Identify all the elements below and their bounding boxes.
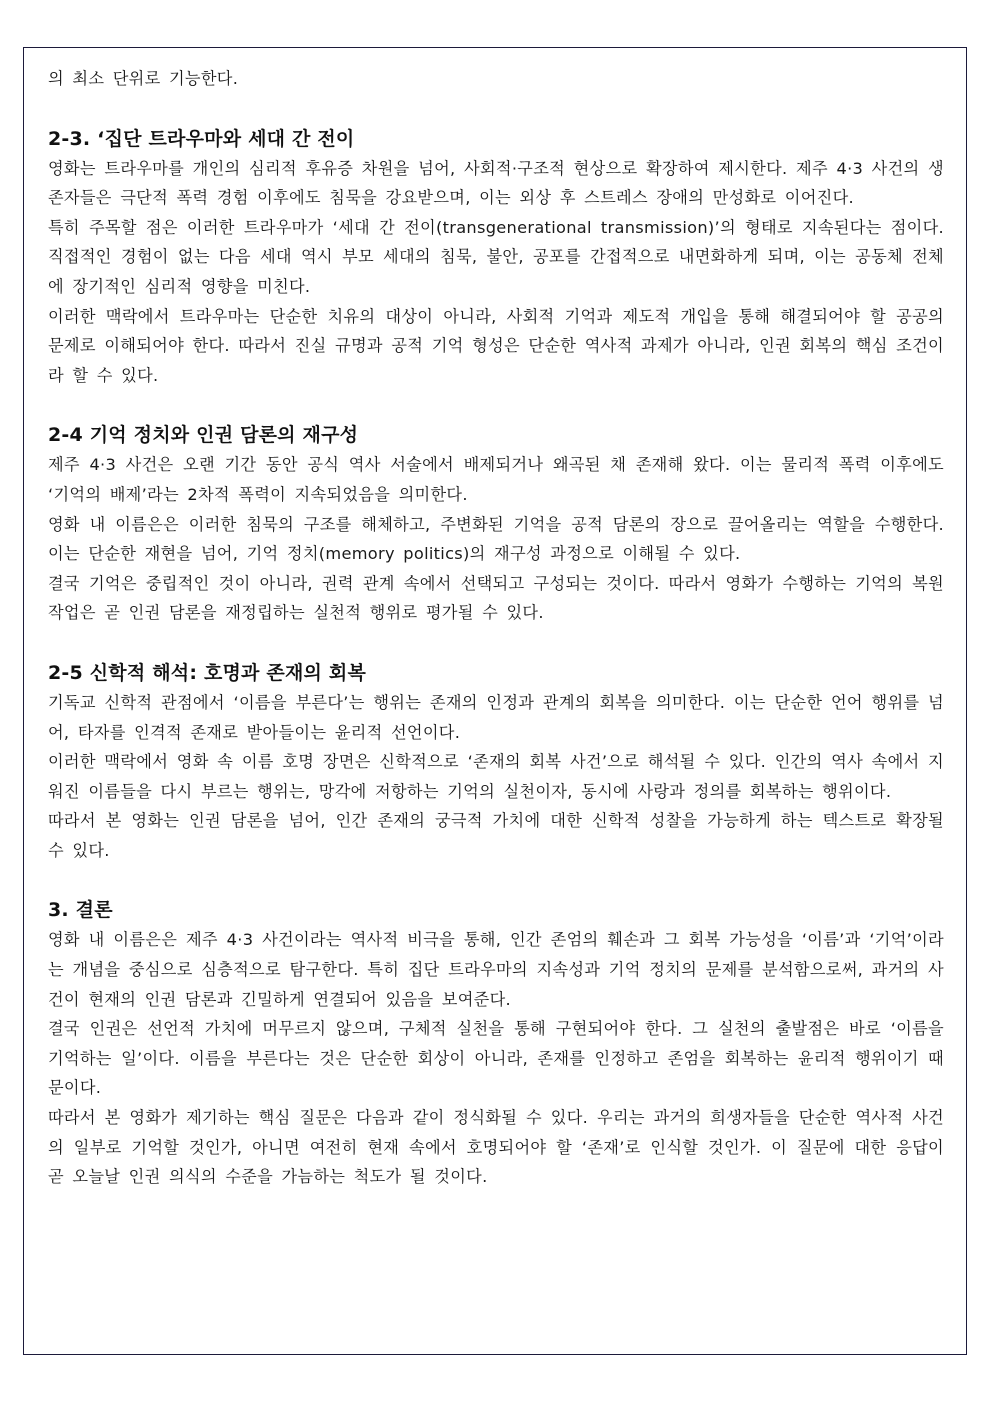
paragraph: 결국 기억은 중립적인 것이 아니라, 권력 관계 속에서 선택되고 구성되는 것이다. 따라서 영화가 수행하는 기억의 복원 작업은 곧 인권 담론을 재정립하는 실천적 행위로 평가될 수 있다. xyxy=(48,573,944,623)
paragraph: 영화 내 이름은은 이러한 침묵의 구조를 해체하고, 주변화된 기억을 공적 담론의 장으로 끌어올리는 역할을 수행한다. 이는 단순한 재현을 넘어, 기억 정치(memory politics)의 재구성 과정으로 이해될 수 있다. xyxy=(48,514,944,564)
section-heading: 3. 결론 xyxy=(48,899,113,922)
paragraph: 따라서 본 영화가 제기하는 핵심 질문은 다음과 같이 정식화될 수 있다. 우리는 과거의 희생자들을 단순한 역사적 사건의 일부로 기억할 것인가, 아니면 여전히 현재 속에서 호명되어야 할 ‘존재’로 인식할 것인가. 이 질문에 대한 응답이 곧 오늘날 인권 의식의 수준을 가늠하는 척도가 될 것이다. xyxy=(48,1108,944,1187)
paragraph: 영화는 트라우마를 개인의 심리적 후유증 차원을 넘어, 사회적·구조적 현상으로 확장하여 제시한다. 제주 4·3 사건의 생존자들은 극단적 폭력 경험 이후에도 침묵을 강요받으며, 이는 외상 후 스트레스 장애의 만성화로 이어진다. xyxy=(48,158,944,208)
paragraph: 결국 인권은 선언적 가치에 머무르지 않으며, 구체적 실천을 통해 구현되어야 한다. 그 실천의 출발점은 바로 ‘이름을 기억하는 일’이다. 이름을 부른다는 것은 단순한 회상이 아니라, 존재를 인정하고 존엄을 회복하는 윤리적 행위이기 때문이다. xyxy=(48,1019,944,1098)
section-collective-trauma xyxy=(48,124,944,391)
section-heading: 2-3. ‘집단 트라우마와 세대 간 전이 xyxy=(48,127,355,150)
paragraph: 영화 내 이름은은 제주 4·3 사건이라는 역사적 비극을 통해, 인간 존엄의 훼손과 그 회복 가능성을 ‘이름’과 ‘기억’이라는 개념을 중심으로 심층적으로 탐구한다. 특히 집단 트라우마의 지속성과 기억 정치의 문제를 분석함으로써, 과거의 사건이 현재의 인권 담론과 긴밀하게 연결되어 있음을 보여준다. xyxy=(48,930,944,1009)
paragraph: 따라서 본 영화는 인권 담론을 넘어, 인간 존재의 궁극적 가치에 대한 신학적 성찰을 가능하게 하는 텍스트로 확장될 수 있다. xyxy=(48,811,944,860)
section-theological-interpretation xyxy=(48,658,944,866)
section-heading: 2-4 기억 정치와 인권 담론의 재구성 xyxy=(48,424,359,447)
paragraph: 제주 4·3 사건은 오랜 기간 동안 공식 역사 서술에서 배제되거나 왜곡된 채 존재해 왔다. 이는 물리적 폭력 이후에도 ‘기억의 배제’라는 2차적 폭력이 지속되었음을 의미한다. xyxy=(48,455,944,504)
paragraph: 기독교 신학적 관점에서 ‘이름을 부른다’는 행위는 존재의 인정과 관계의 회복을 의미한다. 이는 단순한 언어 행위를 넘어, 타자를 인격적 존재로 받아들이는 윤리적 선언이다. xyxy=(48,692,944,742)
lead-fragment: 의 최소 단위로 기능한다. xyxy=(48,69,239,88)
paragraph: 이러한 맥락에서 트라우마는 단순한 치유의 대상이 아니라, 사회적 기억과 제도적 개입을 통해 해결되어야 할 공공의 문제로 이해되어야 한다. 따라서 진실 규명과 공적 기억 형성은 단순한 역사적 과제가 아니라, 인권 회복의 핵심 조건이라 할 수 있다. xyxy=(48,306,944,385)
paragraph: 특히 주목할 점은 이러한 트라우마가 ‘세대 간 전이(transgenerational transmission)’의 형태로 지속된다는 점이다. 직접적인 경험이 없는 다음 세대 역시 부모 세대의 침묵, 불안, 공포를 간접적으로 내면화하게 되며, 이는 공동체 전체에 장기적인 심리적 영향을 미친다. xyxy=(48,217,944,296)
section-heading: 2-5 신학적 해석: 호명과 존재의 회복 xyxy=(48,661,367,684)
document-body xyxy=(48,64,944,1192)
paragraph: 이러한 맥락에서 영화 속 이름 호명 장면은 신학적으로 ‘존재의 회복 사건’으로 해석될 수 있다. 인간의 역사 속에서 지워진 이름들을 다시 부르는 행위는, 망각에 저항하는 기억의 실천이자, 동시에 사랑과 정의를 회복하는 행위이다. xyxy=(48,752,944,801)
section-memory-politics xyxy=(48,420,944,628)
section-conclusion xyxy=(48,895,944,1191)
